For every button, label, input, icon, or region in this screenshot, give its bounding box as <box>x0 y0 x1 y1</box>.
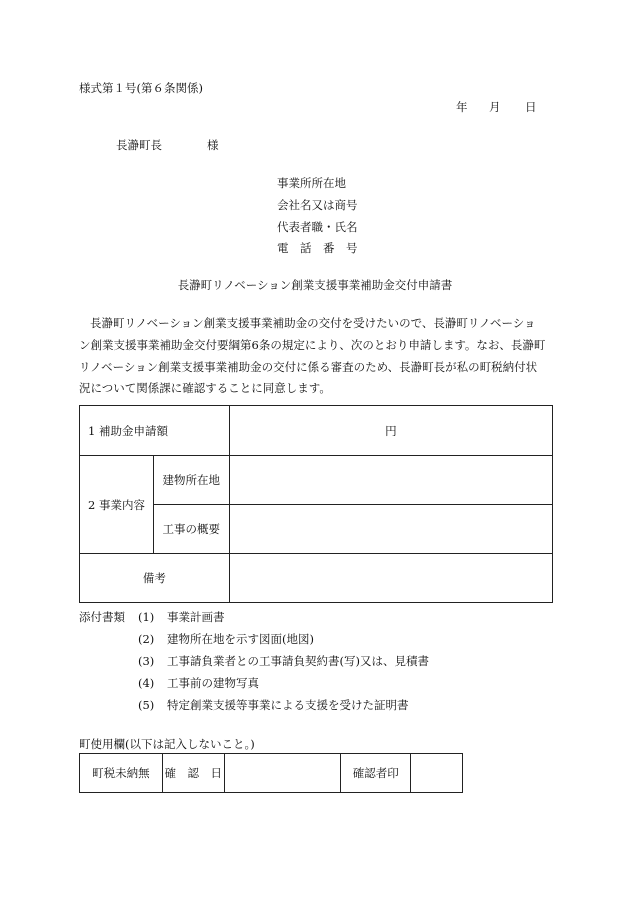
remarks-field[interactable] <box>229 554 552 603</box>
attachments-heading: 添付書類 <box>79 610 125 624</box>
subsidy-amount-field[interactable] <box>229 406 552 456</box>
field-representative: 代表者職・氏名 <box>277 220 358 234</box>
application-table <box>79 405 553 603</box>
construction-summary-label: 工事の概要 <box>153 505 229 554</box>
attachment-num-1: (1) <box>138 610 155 624</box>
date-day-label: 日 <box>525 100 537 114</box>
body-line-2: ン創業支援事業補助金交付要綱第6条の規定により、次のとおり申請します。なお、長瀞町 <box>79 338 546 352</box>
office-use-table <box>79 753 463 793</box>
yen-unit: 円 <box>385 423 397 438</box>
addressee-name: 長瀞町長 <box>116 138 162 152</box>
building-location-field[interactable] <box>229 456 552 505</box>
confirmer-seal-field[interactable] <box>411 754 463 793</box>
confirmation-date-field[interactable] <box>224 754 341 793</box>
building-location-label: 建物所在地 <box>153 456 229 505</box>
remarks-label: 備考 <box>80 554 230 603</box>
attachment-item-2: 建物所在地を示す図面(地図) <box>167 632 314 646</box>
date-month-label: 月 <box>489 100 501 114</box>
attachment-num-2: (2) <box>138 632 155 646</box>
attachment-num-4: (4) <box>138 676 155 690</box>
form-number: 様式第１号(第６条関係) <box>79 81 203 95</box>
construction-summary-field[interactable] <box>229 505 552 554</box>
confirmation-date-label: 確 認 日 <box>162 754 224 793</box>
tax-unpaid-label: 町税未納無 <box>80 754 163 793</box>
business-content-label: 2 事業内容 <box>80 456 154 554</box>
document-title: 長瀞町リノベーション創業支援事業補助金交付申請書 <box>177 278 453 292</box>
field-company-name: 会社名又は商号 <box>277 198 358 212</box>
attachment-item-4: 工事前の建物写真 <box>167 676 259 690</box>
date-year-label: 年 <box>456 100 468 114</box>
attachment-num-5: (5) <box>138 698 155 712</box>
subsidy-amount-label: 1 補助金申請額 <box>80 406 230 456</box>
attachment-item-1: 事業計画書 <box>167 610 225 624</box>
body-line-4: 況について関係課に確認することに同意します。 <box>79 381 331 395</box>
field-phone-number: 電 話 番 号 <box>277 241 358 255</box>
addressee-honorific: 様 <box>207 138 219 152</box>
attachment-item-3: 工事請負業者との工事請負契約書(写)又は、見積書 <box>167 654 429 668</box>
office-use-heading: 町使用欄(以下は記入しないこと。) <box>79 737 255 751</box>
body-line-3: リノベーション創業支援事業補助金の交付に係る審査のため、長瀞町長が私の町税納付状 <box>79 360 538 374</box>
attachment-item-5: 特定創業支援等事業による支援を受けた証明書 <box>167 698 409 712</box>
confirmer-seal-label: 確認者印 <box>341 754 411 793</box>
body-line-1: 長瀞町リノベーション創業支援事業補助金の交付を受けたいので、長瀞町リノベーショ <box>90 316 536 330</box>
attachment-num-3: (3) <box>138 654 155 668</box>
field-office-location: 事業所所在地 <box>277 176 346 190</box>
